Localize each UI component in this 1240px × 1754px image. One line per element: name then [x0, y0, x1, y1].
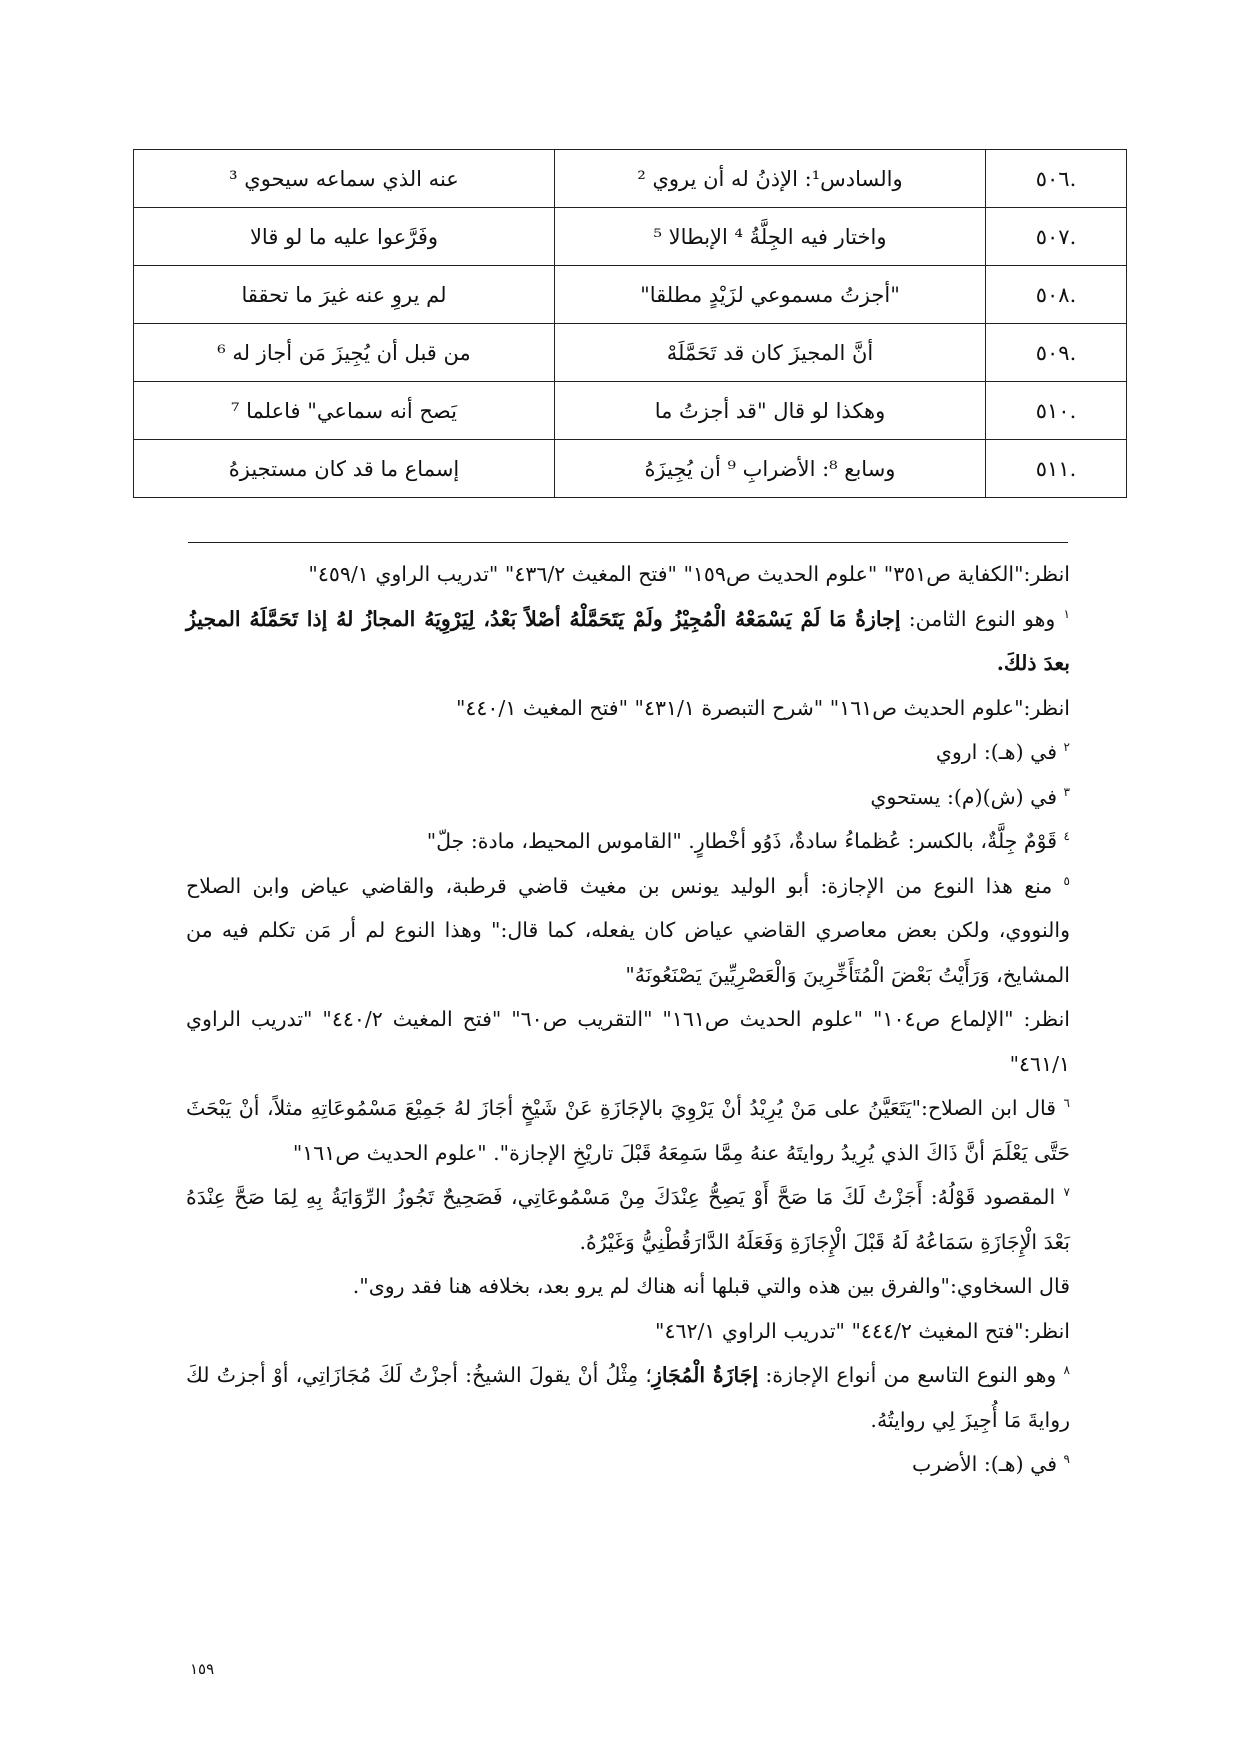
footnote-6-text: قال ابن الصلاح:"يَتَعَيَّنُ على مَنْ يُرِيْدُ أنْ يَرْوِيَ بالإجَازَةِ عَنْ شَيْخٍ أجَازَ لهُ جَمِيْعَ مَسْمُوعَاتِهِ مثلاً، أنْ يَبْحَثَ حَتَّى يَعْلَمَ أنَّ ذَاكَ الذي يُرِيدُ روايتَهُ عنهُ مِمَّا سَمِعَهُ قَبْلَ تاريْخِ الإجازة". "علوم الحديث ص١٦١" [186, 1096, 1070, 1165]
verse-second-hemistich: إسماع ما قد كان مستجيزهُ [134, 440, 555, 498]
verse-row [134, 150, 1127, 208]
verse-row [134, 382, 1127, 440]
verse-second-hemistich: عنه الذي سماعه سيحوي ³ [134, 150, 555, 208]
verse-row [134, 208, 1127, 266]
footnote-5 [186, 864, 1070, 998]
verse-first-hemistich: واختار فيه الجِلَّةُ ⁴ الإبطالا ⁵ [555, 208, 986, 266]
verse-first-hemistich: وهكذا لو قال "قد أجزتُ ما [555, 382, 986, 440]
verse-number: .٥١٠ [986, 382, 1127, 440]
verse-first-hemistich: وسابع ⁸: الأضرابِ ⁹ أن يُجِيزَهُ [555, 440, 986, 498]
footnote-9-mark: ٩ [1063, 1452, 1070, 1467]
footnote-4-mark: ٤ [1063, 829, 1070, 844]
footnote-8-intro: وهو النوع التاسع من أنواع الإجازة: [765, 1363, 1057, 1387]
verse-number: .٥١١ [986, 440, 1127, 498]
verse-second-hemistich: لم يروِ عنه غيرَ ما تحققا [134, 266, 555, 324]
footnotes [186, 552, 1070, 1487]
footnote-8 [186, 1353, 1070, 1442]
footnote-7-text: المقصود قَوْلُهُ: أَجَزْتُ لَكَ مَا صَحَّ أَوْ يَصِحُّ عِنْدَكَ مِنْ مَسْمُوعَاتِي، فَصَحِيحٌ تَجُوزُ الرِّوَايَةُ بِهِ لِمَا صَحَّ عِنْدَهُ بَعْدَ الْإِجَازَةِ سَمَاعُهُ لَهُ قَبْلَ الْإِجَازَةِ وَفَعَلَهُ الدَّارَقُطْنِيُّ وَغَيْرُهُ. [186, 1185, 1070, 1254]
reference-line: انظر:"الكفاية ص٣٥١" "علوم الحديث ص١٥٩" "فتح المغيث ٤٣٦/٢" "تدريب الراوي ٤٥٩/١" [308, 562, 1070, 586]
verse-first-hemistich: "أجزتُ مسموعي لزَيْدٍ مطلقا" [555, 266, 986, 324]
verse-second-hemistich: يَصح أنه سماعي" فاعلما ⁷ [134, 382, 555, 440]
footnote-2 [186, 730, 1070, 775]
footnote-6-mark: ٦ [1063, 1096, 1070, 1111]
footnote-5-text: منع هذا النوع من الإجازة: أبو الوليد يونس بن مغيث قاضي قرطبة، والقاضي عياض وابن الصلاح والنووي، ولكن بعض معاصري القاضي عياض كان يفعله، كما قال:" وهذا النوع لم أر مَن تكلم فيه من المشايخ، وَرَأَيْتُ بَعْضَ الْمُتَأَخِّرِينَ وَالْعَصْرِيِّينَ يَصْنَعُونَهُ" [186, 873, 1070, 987]
footnote-9-text: في (هـ): الأضرب [911, 1452, 1058, 1476]
footnote-1 [186, 597, 1070, 686]
verse-second-hemistich: وفَرَّعوا عليه ما لو قالا [134, 208, 555, 266]
verse-row [134, 266, 1127, 324]
verse-first-hemistich: أنَّ المجيزَ كان قد تَحَمَّلَهْ [555, 324, 986, 382]
footnote-1-intro: وهو النوع الثامن: [908, 606, 1056, 631]
footnote-6 [186, 1086, 1070, 1175]
verse-second-hemistich: من قبل أن يُجِيزَ مَن أجاز له ⁶ [134, 324, 555, 382]
verse-number: .٥٠٩ [986, 324, 1127, 382]
quote-line: قال السخاوي:"والفرق بين هذه والتي قبلها أنه هناك لم يرو بعد، بخلافه هنا فقد روى". [352, 1274, 1070, 1298]
footnote-3 [186, 775, 1070, 820]
footnote-7 [186, 1175, 1070, 1264]
footnote-4 [186, 819, 1070, 864]
footnote-2-text: في (هـ): اروي [935, 740, 1058, 764]
verse-row [134, 440, 1127, 498]
page-number: ١٥٩ [190, 1660, 215, 1678]
verse-number: .٥٠٦ [986, 150, 1127, 208]
reference-line: انظر:"فتح المغيث ٤٤٤/٢" "تدريب الراوي ٤٦٢/١" [655, 1318, 1070, 1343]
verse-first-hemistich: والسادس¹: الإذنُ له أن يروي ² [555, 150, 986, 208]
reference-line: انظر:"علوم الحديث ص١٦١" "شرح التبصرة ٤٣١/١" "فتح المغيث ٤٤٠/١" [455, 695, 1070, 720]
footnote-2-mark: ٢ [1063, 740, 1070, 755]
footnote-8-rest: ؛ مِثْلُ أنْ يقولَ الشيخُ: أجزْتُ لَكَ مُجَازَاتِي، أوْ أجزتُ لكَ روايةَ مَا أُجِيزَ لِي روايتُهُ. [186, 1363, 1070, 1432]
footnote-1-bold: إجازةُ مَا لَمْ يَسْمَعْهُ الْمُجِيْزُ ولَمْ يَتَحَمَّلْهُ أصْلاً بَعْدُ، لِيَرْوِيَهُ المجازُ لهُ إذا تَحَمَّلَهُ المجيزُ بعدَ ذلكَ. [186, 606, 1070, 675]
footnote-1-mark: ١ [1063, 606, 1070, 621]
footnote-7-mark: ٧ [1063, 1185, 1070, 1200]
verse-number: .٥٠٨ [986, 266, 1127, 324]
footnote-8-bold: إجَازَةُ الْمُجَازِ [651, 1363, 759, 1387]
footnote-5-mark: ٥ [1063, 873, 1070, 888]
footnote-9 [186, 1442, 1070, 1487]
footnote-separator [188, 542, 1068, 543]
footnote-4-text: قَوْمٌ جِلَّةٌ، بالكسر: عُظماءُ سادةٌ، ذَوُو أخْطارٍ. "القاموس المحيط، مادة: جلّ" [426, 829, 1058, 853]
verse-table [133, 149, 1127, 498]
footnote-3-text: في (ش)(م): يستحوي [870, 784, 1058, 809]
verse-table-body [134, 150, 1127, 498]
footnote-8-mark: ٨ [1063, 1363, 1070, 1378]
verse-number: .٥٠٧ [986, 208, 1127, 266]
verse-row [134, 324, 1127, 382]
footnote-3-mark: ٣ [1063, 784, 1070, 799]
reference-line: انظر: "الإلماع ص١٠٤" "علوم الحديث ص١٦١" "التقريب ص٦٠" "فتح المغيث ٤٤٠/٢" "تدريب الراوي ٤٦١/١" [186, 1007, 1070, 1076]
